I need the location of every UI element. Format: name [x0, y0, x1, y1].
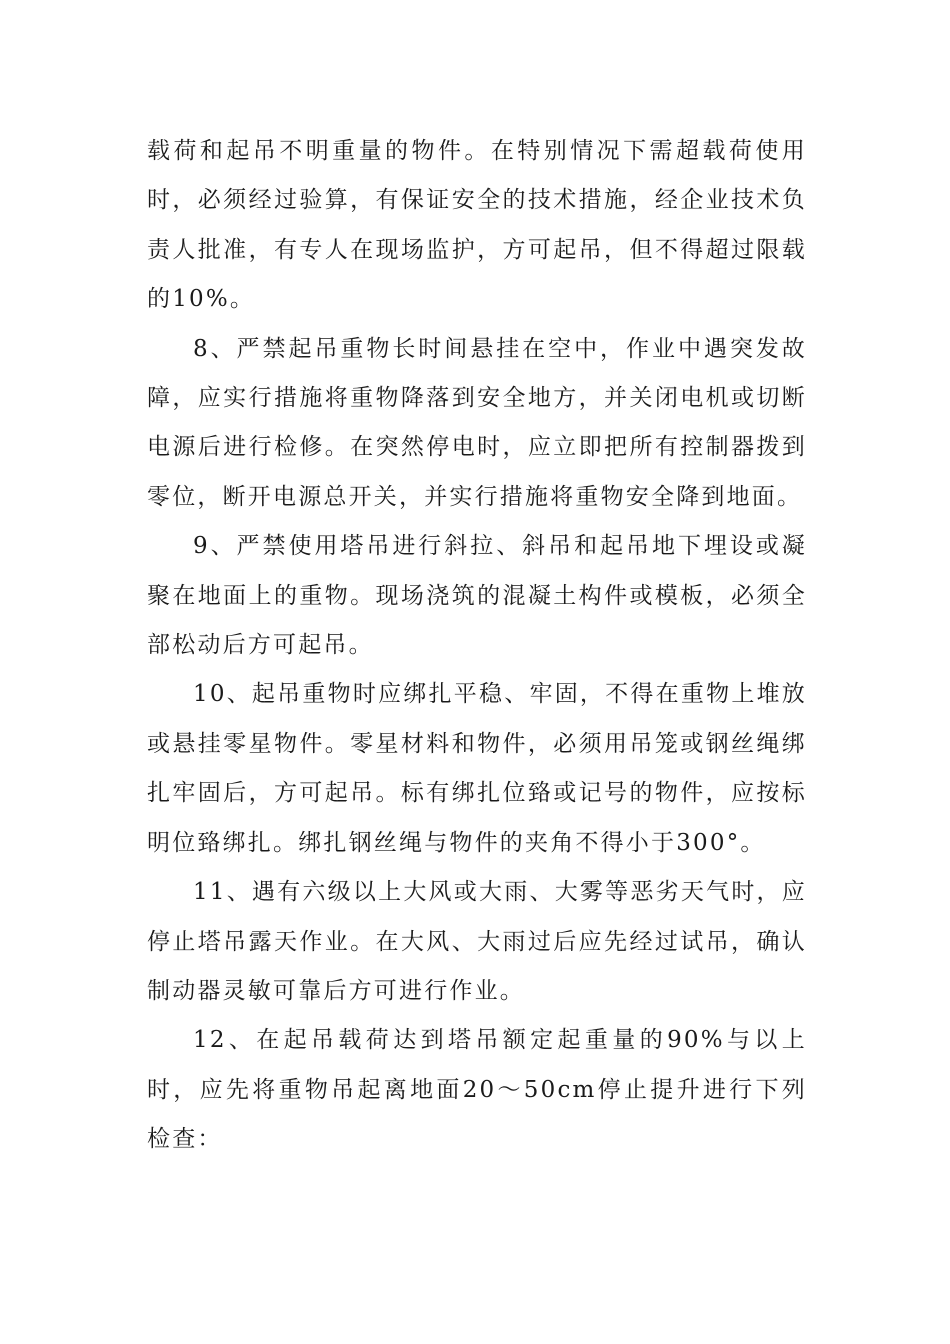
paragraph-rule-8: 8、严禁起吊重物长时间悬挂在空中，作业中遇突发故障，应实行措施将重物降落到安全地方，并关闭电机或切断电源后进行检修。在突然停电时，应立即把所有控制器拨到零位，断开电源总开关，并实行措施将重物安全降到地面。 — [147, 335, 807, 510]
paragraph-rule-10: 10、起吊重物时应绑扎平稳、牢固，不得在重物上堆放或悬挂零星物件。零星材料和物件，必须用吊笼或钢丝绳绑扎牢固后，方可起吊。标有绑扎位臵或记号的物件，应按标明位臵绑扎。绑扎钢丝绳与物件的夹角不得小于300°。 — [147, 681, 807, 856]
paragraph-rule-9: 9、严禁使用塔吊进行斜拉、斜吊和起吊地下埋设或凝聚在地面上的重物。现场浇筑的混凝土构件或模板，必须全部松动后方可起吊。 — [147, 533, 807, 659]
paragraph-rule-12: 12、在起吊载荷达到塔吊额定起重量的90%与以上时，应先将重物吊起离地面20～50cm停止提升进行下列检查： — [147, 1027, 807, 1153]
paragraph-overload-rules: 载荷和起吊不明重量的物件。在特别情况下需超载荷使用时，必须经过验算，有保证安全的技术措施，经企业技术负责人批准，有专人在现场监护，方可起吊，但不得超过限载的10%。 — [147, 138, 807, 313]
document-body — [147, 127, 807, 1165]
paragraph-rule-11: 11、遇有六级以上大风或大雨、大雾等恶劣天气时，应停止塔吊露天作业。在大风、大雨过后应先经过试吊，确认制动器灵敏可靠后方可进行作业。 — [147, 879, 807, 1004]
